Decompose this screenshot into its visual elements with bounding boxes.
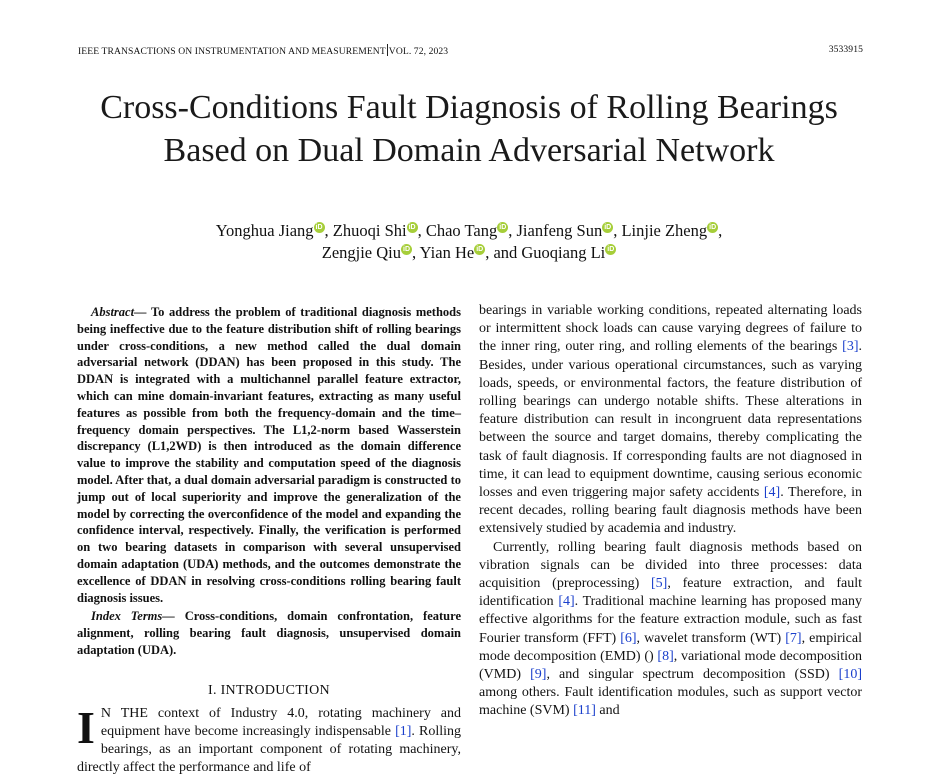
- author-separator: ,: [324, 221, 333, 240]
- citation-link[interactable]: [9]: [530, 667, 547, 683]
- abstract-text: To address the problem of traditional diagnosis methods being ineffective due to the feature distribution shift of rolling bearings under cross-conditions, a new method called the dual domain adversarial network (DDAN) has been proposed in this study. The DDAN is integrated with a multichannel parallel feature extractor, which can mine domain-invariant features, extracting as many useful features as possible from both the frequency-domain and the time–frequency domain perspectives. The L1,2-norm based Wasserstein discrepancy (L1,2WD) is then introduced as the domain difference value to improve the stability and computation speed of the diagnosis model. After that, a dual domain adversarial paradigm is constructed to jump out of local superiority and improve the generalization of the model by correcting the overconfidence of the model and expanding the confidence interval, respectively. Finally, the verification is performed on two bearing datasets in comparison with several unsupervised domain adaptation (UDA) methods, and the outcomes demonstrate the excellence of DDAN in resolving cross-conditions rolling bearing fault diagnosis issues.: [77, 305, 461, 605]
- intro-text: . Rolling bearings, as an important component of rotating machinery, directly affect the performance and life of: [77, 723, 461, 776]
- citation-link[interactable]: [11]: [573, 703, 596, 719]
- citation-link[interactable]: [4]: [558, 594, 575, 610]
- author-list: [90, 220, 848, 264]
- orcid-icon[interactable]: iD: [476, 246, 484, 253]
- orcid-icon[interactable]: iD: [709, 224, 717, 231]
- body-text: and: [599, 703, 620, 719]
- orcid-icon[interactable]: iD: [604, 224, 612, 231]
- body-text: . Traditional machine learning has proposed many effective algorithms for the feature extraction module, such as fast Fourier transform (FFT): [479, 594, 862, 646]
- citation-link[interactable]: [6]: [620, 630, 637, 646]
- citation-link[interactable]: [8]: [657, 648, 674, 664]
- author-name: Zhuoqi Shi: [332, 221, 407, 240]
- body-text: , variational mode decomposition (VMD): [479, 648, 862, 683]
- index-terms-text: Cross-conditions, domain confrontation, feature alignment, rolling bearing fault diagnosis, unsupervised domain adaptation (UDA).: [77, 609, 461, 657]
- body-paragraph: [479, 302, 862, 539]
- journal-header: [78, 44, 448, 57]
- author-separator: ,: [613, 221, 622, 240]
- body-text: . Therefore, in recent decades, rolling bearing fault diagnosis methods have been extensively studied by academia and industry.: [479, 485, 863, 537]
- author-name: Chao Tang: [425, 221, 498, 240]
- author-separator: ,: [412, 243, 420, 262]
- orcid-icon[interactable]: iD: [607, 246, 615, 253]
- body-text: Currently, rolling bearing fault diagnosis methods based on vibration signals can be divided into three processes: data acquisition (preprocessing): [479, 539, 862, 592]
- intro-text: N THE context of Industry 4.0, rotating machinery and equipment have become increasingly indispensable: [100, 705, 461, 739]
- body-paragraph: [479, 539, 862, 721]
- citation-link[interactable]: [10]: [838, 667, 862, 683]
- body-text: , wavelet transform (WT): [636, 630, 782, 646]
- paper-title: Cross-Conditions Fault Diagnosis of Rolling Bearings Based on Dual Domain Adversarial Network: [100, 89, 838, 169]
- author-name: Yian He: [419, 243, 475, 262]
- body-text: , feature extraction, and fault identification: [479, 576, 863, 610]
- left-column: [77, 304, 461, 778]
- citation-link[interactable]: [7]: [785, 630, 802, 646]
- body-text: among others. Fault identification modules, such as support vector machine (SVM): [479, 685, 862, 719]
- text-cursor: [387, 44, 388, 56]
- orcid-icon[interactable]: iD: [499, 224, 507, 231]
- citation-link[interactable]: [5]: [651, 576, 668, 592]
- author-name: Zengjie Qiu: [321, 243, 402, 262]
- body-text: , empirical mode decomposition (EMD) (): [479, 630, 862, 664]
- body-text: , and singular spectrum decomposition (SSD): [546, 667, 830, 683]
- citation-link[interactable]: [3]: [842, 339, 859, 355]
- intro-paragraph: [77, 701, 461, 778]
- author-name: Linjie Zheng: [621, 221, 708, 240]
- citation-link[interactable]: [1]: [395, 723, 412, 739]
- orcid-icon[interactable]: iD: [315, 224, 323, 231]
- index-terms-label: Index Terms—: [91, 609, 175, 624]
- index-terms: [77, 608, 461, 658]
- orcid-icon[interactable]: iD: [403, 246, 411, 253]
- section-heading: I. INTRODUCTION: [208, 682, 330, 698]
- author-name: Yonghua Jiang: [215, 221, 314, 240]
- citation-link[interactable]: [4]: [763, 485, 781, 501]
- author-separator: ,: [508, 221, 517, 240]
- abstract-label: Abstract—: [91, 305, 147, 319]
- journal-volume: VOL. 72, 2023: [388, 46, 449, 57]
- author-separator: ,: [417, 221, 426, 240]
- author-separator: ,: [718, 221, 723, 240]
- orcid-icon[interactable]: iD: [408, 224, 416, 231]
- abstract: [77, 304, 461, 606]
- body-text: . Besides, under various operational circumstances, such as varying loads, speeds, or environmental factors, the feature distribution of rolling bearings can undergo notable shifts. These alterations in feature distribution can result in incongruent data representations between the source and target domains, thereby complicating the task of fault diagnosis. If corresponding faults are not diagnosed in time, it can lead to equipment downtime, causing serious economic losses and even triggering major safety accidents: [479, 339, 862, 501]
- author-separator: , and: [485, 243, 522, 262]
- drop-cap: I: [77, 701, 95, 753]
- right-column: [479, 302, 862, 721]
- author-name: Jianfeng Sun: [516, 221, 603, 240]
- author-name: Guoqiang Li: [521, 243, 606, 262]
- body-text: bearings in variable working conditions, repeated alternating loads or intermittent shock loads can cause varying degrees of failure to the inner ring, outer ring, and rolling elements of the bearings: [479, 303, 862, 355]
- article-number: 3533915: [828, 44, 863, 55]
- journal-name: IEEE TRANSACTIONS ON INSTRUMENTATION AND MEASUREMENT: [78, 46, 386, 57]
